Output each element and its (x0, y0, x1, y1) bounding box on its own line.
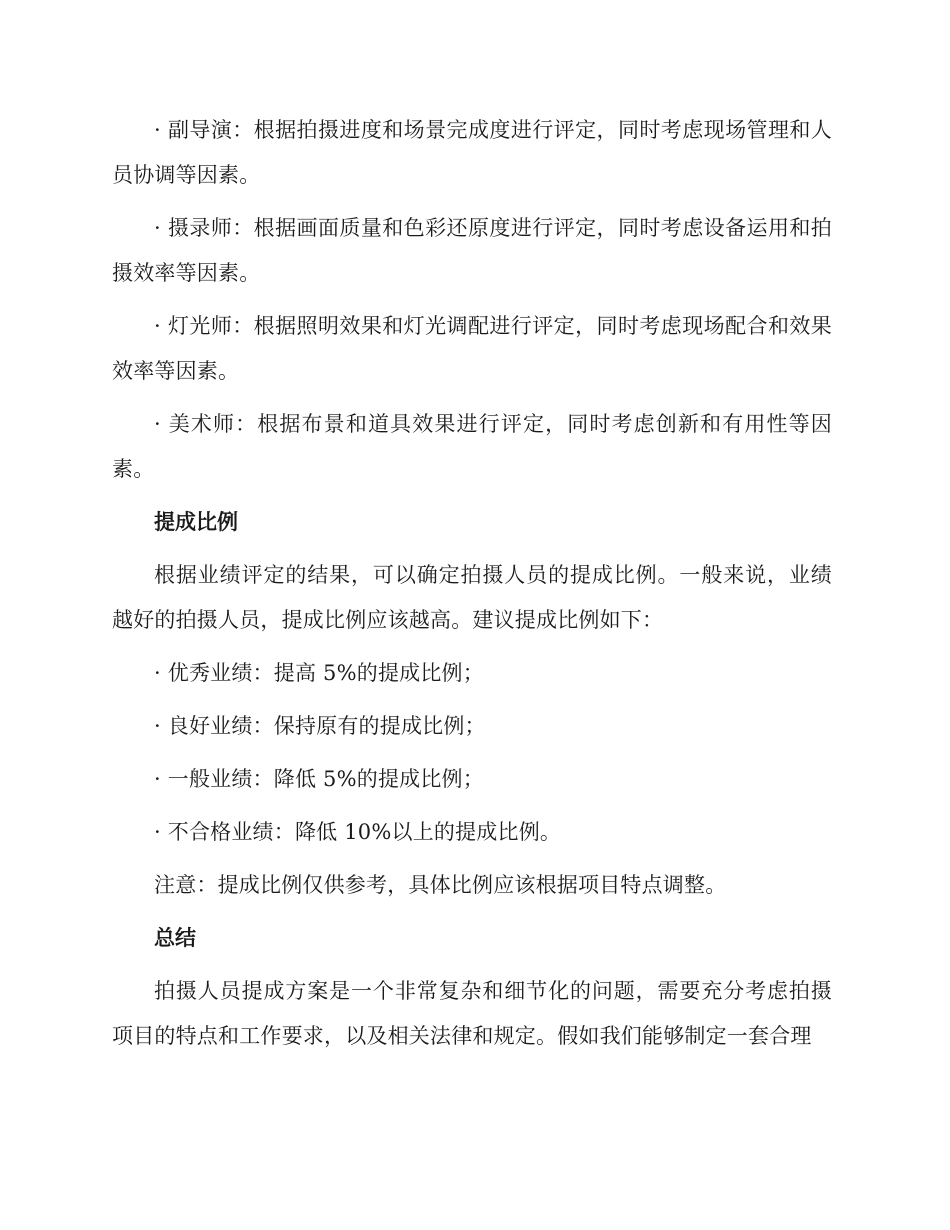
commission-item-good: · 良好业绩：保持原有的提成比例； (154, 714, 486, 738)
commission-item-average: · 一般业绩：降低 5%的提成比例； (154, 767, 484, 791)
role-item-art-designer: · 美术师：根据布景和道具效果进行评定，同时考虑创新和有用性等因素。 (112, 412, 832, 481)
commission-item-unqualified: · 不合格业绩：降低 10%以上的提成比例。 (154, 820, 562, 844)
commission-item-excellent: · 优秀业绩：提高 5%的提成比例； (154, 661, 484, 685)
commission-note: 注意：提成比例仅供参考，具体比例应该根据项目特点调整。 (154, 873, 727, 897)
role-item-camera-operator: · 摄录师：根据画面质量和色彩还原度进行评定，同时考虑设备运用和拍摄效率等因素。 (112, 216, 832, 285)
role-item-deputy-director: · 副导演：根据拍摄进度和场景完成度进行评定，同时考虑现场管理和人员协调等因素。 (112, 118, 832, 187)
section-heading-commission: 提成比例 (154, 510, 238, 534)
commission-intro-paragraph: 根据业绩评定的结果，可以确定拍摄人员的提成比例。一般来说，业绩越好的拍摄人员，提成比例应该越高。建议提成比例如下： (112, 563, 832, 632)
document-page (112, 108, 832, 1059)
section-heading-summary: 总结 (154, 926, 196, 950)
role-item-lighting-technician: · 灯光师：根据照明效果和灯光调配进行评定，同时考虑现场配合和效果效率等因素。 (112, 314, 832, 383)
summary-paragraph: 拍摄人员提成方案是一个非常复杂和细节化的问题，需要充分考虑拍摄项目的特点和工作要求，以及相关法律和规定。假如我们能够制定一套合理 (112, 979, 832, 1048)
